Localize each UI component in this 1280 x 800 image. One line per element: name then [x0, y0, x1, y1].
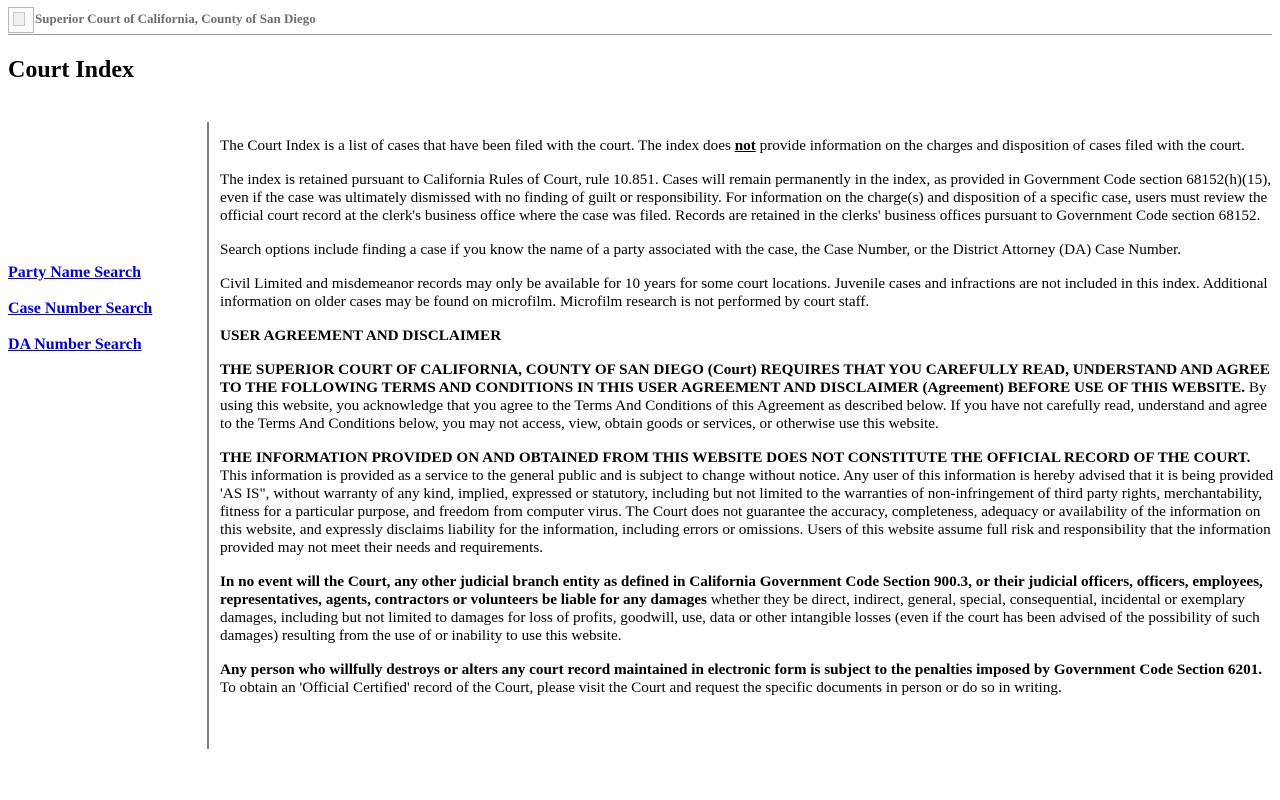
official-record-paragraph: THE INFORMATION PROVIDED ON AND OBTAINED FROM THIS WEBSITE DOES NOT CONSTITUTE THE OFFICIAL RECORD OF THE COURT. This information is provided as a service to the general public and is subject to change without notice. Any user of this information is hereby advised that it is being provided 'AS IS", without warranty of any kind, implied, expressed or statutory, including but not limited to the warranties of non-infringement of third party rights, merchantability, fitness for a particular purpose, and freedom from computer virus. The Court does not guarantee the accuracy, completeness, adequacy or availability of the information on this website, and expressly disclaims liability for the information, including errors or omissions. Users of this website assume full risk and responsibility that the information provided may not meet their needs and requirements. [220, 449, 1274, 556]
vertical-divider [207, 122, 209, 749]
case-number-search-link[interactable]: Case Number Search [8, 300, 153, 317]
liability-paragraph: In no event will the Court, any other judicial branch entity as defined in California Government Code Section 900.3, or their judicial officers, officers, employees, representatives, agents, contractors or volunteers be liable for any damages whether they be direct, indirect, general, special, consequential, incidental or exemplary damages, including but not limited to damages for loss of profits, goodwill, use, data or other intangible losses (even if the court has been advised of the possibility of such damages) resulting from the use of or inability to use this website. [220, 573, 1263, 644]
page-title: Court Index [8, 57, 135, 83]
da-number-search-link[interactable]: DA Number Search [8, 336, 142, 353]
main-content [220, 137, 1274, 713]
search-options-paragraph: Search options include finding a case if you know the name of a party associated with the case, the Case Number, or the District Attorney (DA) Case Number. [220, 241, 1181, 258]
party-name-search-link[interactable]: Party Name Search [8, 264, 141, 281]
header-title: Superior Court of California, County of San Diego [35, 11, 316, 26]
agreement-paragraph: THE SUPERIOR COURT OF CALIFORNIA, COUNTY OF SAN DIEGO (Court) REQUIRES THAT YOU CAREFULLY READ, UNDERSTAND AND AGREE TO THE FOLLOWING TERMS AND CONDITIONS IN THIS USER AGREEMENT AND DISCLAIMER (Agreement) BEFORE USE OF THIS WEBSITE. By using this website, you acknowledge that you agree to the Terms And Conditions of this Agreement as described below. If you have not carefully read, understand and agree to the Terms And Conditions below, you may not access, view, obtain goods or services, or otherwise use this website. [220, 361, 1270, 432]
site-header [8, 6, 1272, 35]
intro-paragraph: The Court Index is a list of cases that have been filed with the court. The index does not provide information on the charges and disposition of cases filed with the court. [220, 137, 1245, 154]
sidebar-nav [8, 263, 203, 371]
not-emphasis: not [734, 137, 756, 154]
records-availability-paragraph: Civil Limited and misdemeanor records may only be available for 10 years for some court locations. Juvenile cases and infractions are not included in this index. Additional information on older cases may be found on microfilm. Microfilm research is not performed by court staff. [220, 275, 1268, 310]
penalties-paragraph: Any person who willfully destroys or alters any court record maintained in electronic form is subject to the penalties imposed by Government Code Section 6201. To obtain an 'Official Certified' record of the Court, please visit the Court and request the specific documents in person or do so in writing. [220, 661, 1263, 696]
disclaimer-heading: USER AGREEMENT AND DISCLAIMER [220, 327, 502, 344]
broken-image-icon [8, 7, 34, 33]
retention-paragraph: The index is retained pursuant to California Rules of Court, rule 10.851. Cases will remain permanently in the index, as provided in Government Code section 68152(h)(15), even if the case was ultimately dismissed with no finding of guilt or responsibility. For information on the charge(s) and disposition of a specific case, users must review the official court record at the clerk's business office where the case was filed. Records are retained in the clerks' business offices pursuant to Government Code section 68152. [220, 171, 1272, 224]
